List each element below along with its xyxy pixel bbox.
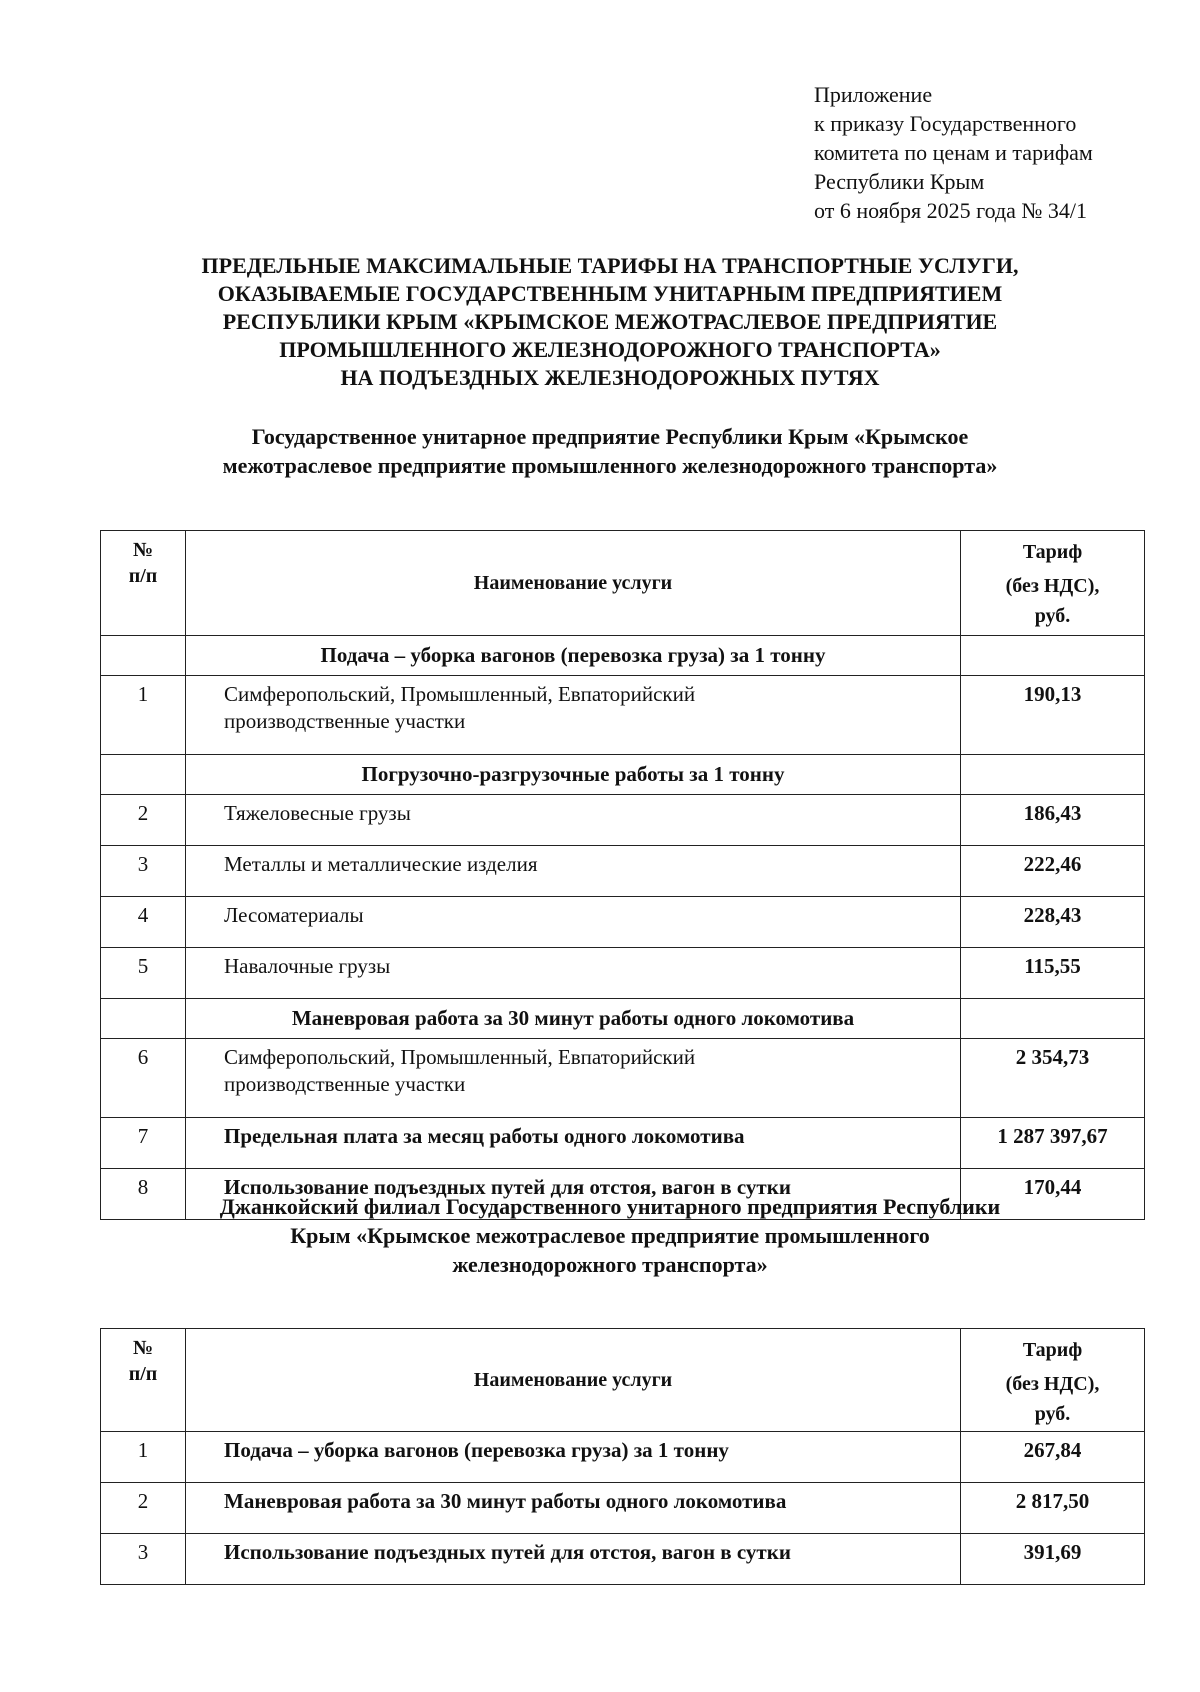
table-header-row (101, 531, 1145, 636)
row-num: 7 (101, 1118, 186, 1169)
group-name: Маневровая работа за 30 минут работы одного локомотива (186, 999, 961, 1039)
title-line: ПРОМЫШЛЕННОГО ЖЕЛЕЗНОДОРОЖНОГО ТРАНСПОРТА» (279, 337, 941, 362)
page-title (100, 252, 1120, 392)
row-value: 170,44 (961, 1169, 1145, 1220)
row-name (186, 676, 961, 755)
row-name-line2: производственные участки (224, 1072, 466, 1096)
section2-title-line: железнодорожного транспорта» (452, 1252, 768, 1277)
header-num (101, 531, 186, 636)
group-num-cell (101, 636, 186, 676)
section2-title-line: Крым «Крымское межотраслевое предприятие промышленного (290, 1223, 930, 1248)
header-num-line2: п/п (128, 1363, 158, 1385)
row-value: 228,43 (961, 897, 1145, 948)
table-row (101, 1483, 1145, 1534)
row-value: 2 817,50 (961, 1483, 1145, 1534)
header-name: Наименование услуги (186, 531, 961, 636)
table-row (101, 1534, 1145, 1585)
row-name-line2: производственные участки (224, 709, 466, 733)
group-name: Подача – уборка вагонов (перевозка груза) за 1 тонну (186, 636, 961, 676)
appendix-line: Республики Крым (814, 169, 985, 194)
appendix-line: от 6 ноября 2025 года № 34/1 (814, 198, 1088, 223)
row-name: Предельная плата за месяц работы одного локомотива (186, 1118, 961, 1169)
table-header-row (101, 1329, 1145, 1432)
row-num: 6 (101, 1039, 186, 1118)
header-tariff-line2: (без НДС), (1005, 575, 1100, 597)
title-line: ПРЕДЕЛЬНЫЕ МАКСИМАЛЬНЫЕ ТАРИФЫ НА ТРАНСПОРТНЫЕ УСЛУГИ, (201, 253, 1019, 278)
group-num-cell (101, 755, 186, 795)
row-name (186, 1039, 961, 1118)
appendix-line: Приложение (814, 82, 933, 107)
group-name: Погрузочно-разгрузочные работы за 1 тонну (186, 755, 961, 795)
section1-title-line: межотраслевое предприятие промышленного железнодорожного транспорта» (222, 453, 998, 478)
row-value: 190,13 (961, 676, 1145, 755)
row-num: 3 (101, 846, 186, 897)
row-num: 1 (101, 1432, 186, 1483)
row-value: 222,46 (961, 846, 1145, 897)
header-tariff-line2: (без НДС), (1005, 1373, 1100, 1395)
row-value: 267,84 (961, 1432, 1145, 1483)
section1-title (100, 422, 1120, 480)
row-value: 391,69 (961, 1534, 1145, 1585)
row-name: Использование подъездных путей для отстоя, вагон в сутки (186, 1169, 961, 1220)
header-tariff-line1: Тариф (1022, 541, 1083, 563)
group-value-cell (961, 636, 1145, 676)
row-value: 1 287 397,67 (961, 1118, 1145, 1169)
table-row (101, 1039, 1145, 1118)
row-name: Металлы и металлические изделия (186, 846, 961, 897)
section1-title-line: Государственное унитарное предприятие Республики Крым «Крымское (251, 424, 969, 449)
table-row (101, 948, 1145, 999)
header-tariff (961, 531, 1145, 636)
row-num: 8 (101, 1169, 186, 1220)
row-num: 3 (101, 1534, 186, 1585)
row-num: 2 (101, 1483, 186, 1534)
row-value: 186,43 (961, 795, 1145, 846)
row-name: Лесоматериалы (186, 897, 961, 948)
row-name-line1: Симферопольский, Промышленный, Евпаторийский (224, 682, 696, 706)
row-num: 4 (101, 897, 186, 948)
title-line: ОКАЗЫВАЕМЫЕ ГОСУДАРСТВЕННЫМ УНИТАРНЫМ ПРЕДПРИЯТИЕМ (217, 281, 1003, 306)
header-tariff (961, 1329, 1145, 1432)
row-name: Маневровая работа за 30 минут работы одного локомотива (186, 1483, 961, 1534)
row-num: 1 (101, 676, 186, 755)
row-name: Подача – уборка вагонов (перевозка груза) за 1 тонну (186, 1432, 961, 1483)
appendix-block (814, 80, 1174, 225)
title-line: НА ПОДЪЕЗДНЫХ ЖЕЛЕЗНОДОРОЖНЫХ ПУТЯХ (340, 365, 880, 390)
row-value: 2 354,73 (961, 1039, 1145, 1118)
group-row (101, 636, 1145, 676)
table-row (101, 676, 1145, 755)
tariff-table-dzhankoy (100, 1328, 1145, 1585)
row-num: 2 (101, 795, 186, 846)
header-name: Наименование услуги (186, 1329, 961, 1432)
header-num (101, 1329, 186, 1432)
header-tariff-line1: Тариф (1022, 1339, 1083, 1361)
row-name: Использование подъездных путей для отстоя, вагон в сутки (186, 1534, 961, 1585)
row-value: 115,55 (961, 948, 1145, 999)
appendix-line: к приказу Государственного (814, 111, 1077, 136)
group-value-cell (961, 755, 1145, 795)
group-row (101, 755, 1145, 795)
header-num-line2: п/п (128, 565, 158, 587)
row-name-line1: Симферопольский, Промышленный, Евпаторийский (224, 1045, 696, 1069)
header-tariff-line3: руб. (1034, 605, 1071, 627)
header-tariff-line3: руб. (1034, 1403, 1071, 1425)
table-row (101, 795, 1145, 846)
header-num-line1: № (132, 539, 154, 561)
row-num: 5 (101, 948, 186, 999)
appendix-line: комитета по ценам и тарифам (814, 140, 1093, 165)
row-name: Тяжеловесные грузы (186, 795, 961, 846)
table-row (101, 1432, 1145, 1483)
table-row (101, 897, 1145, 948)
title-line: РЕСПУБЛИКИ КРЫМ «КРЫМСКОЕ МЕЖОТРАСЛЕВОЕ ПРЕДПРИЯТИЕ (222, 309, 998, 334)
header-num-line1: № (132, 1337, 154, 1359)
section2-title-line: Джанкойский филиал Государственного унитарного предприятия Республики (219, 1194, 1001, 1219)
tariff-table-main (100, 530, 1145, 1220)
table-row (101, 1118, 1145, 1169)
table-row (101, 846, 1145, 897)
group-row (101, 999, 1145, 1039)
section2-title (100, 1192, 1120, 1279)
group-num-cell (101, 999, 186, 1039)
row-name: Навалочные грузы (186, 948, 961, 999)
group-value-cell (961, 999, 1145, 1039)
